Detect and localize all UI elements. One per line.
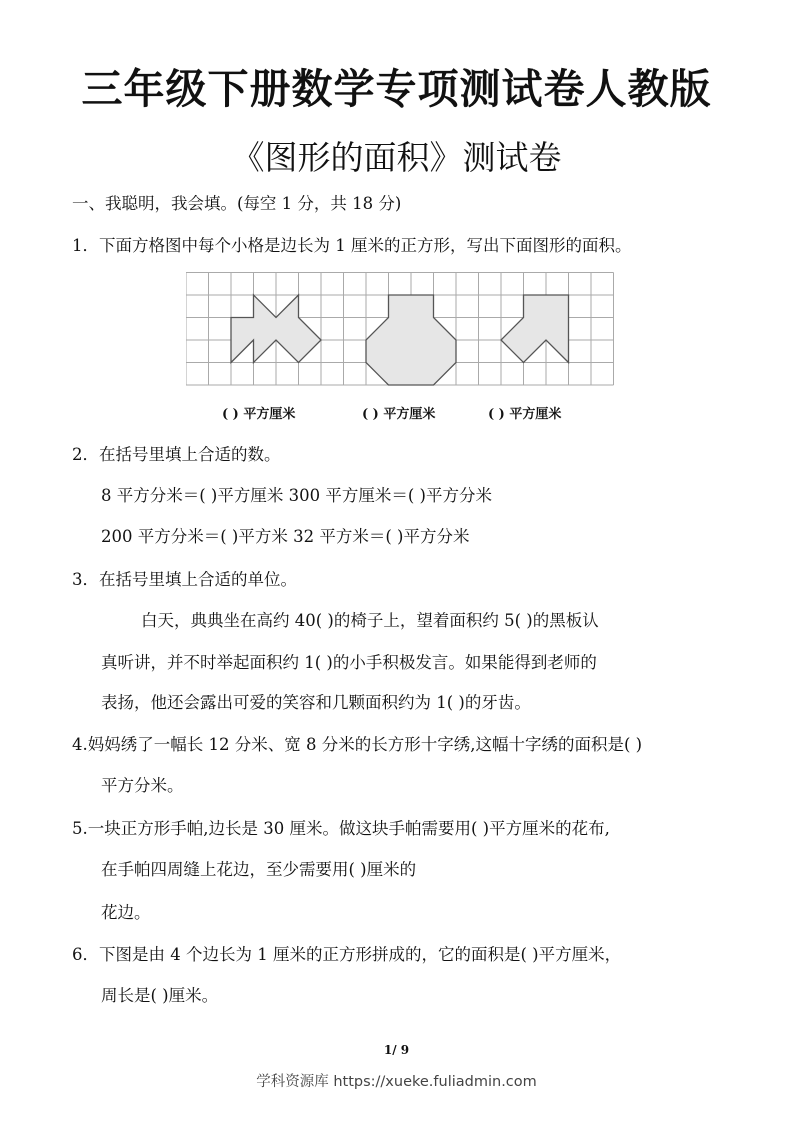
question-3: 3．在括号里填上合适的单位。 (72, 570, 297, 589)
question-3-line-2: 真听讲，并不时举起面积约 1( )的小手积极发言。如果能得到老师的 (101, 653, 597, 672)
question-4-line-1: 4.妈妈绣了一幅长 12 分米、宽 8 分米的长方形十字绣,这幅十字绣的面积是( ) (72, 735, 643, 754)
shape-2 (366, 295, 456, 385)
question-1: 1．下面方格图中每个小格是边长为 1 厘米的正方形，写出下面图形的面积。 (72, 236, 632, 255)
question-3-line-1: 白天，典典坐在高约 40( )的椅子上，望着面积约 5( )的黑板认 (141, 611, 599, 630)
question-2-line-1: 8 平方分米＝( )平方厘米 300 平方厘米＝( )平方分米 (101, 486, 492, 505)
answer-label-2: ( ) 平方厘米 (362, 407, 436, 422)
question-5-line-2: 在手帕四周缝上花边，至少需要用( )厘米的 (101, 860, 417, 879)
shape-3 (501, 295, 569, 363)
question-2: 2．在括号里填上合适的数。 (72, 445, 281, 464)
question-6-line-1: 6．下图是由 4 个边长为 1 厘米的正方形拼成的，它的面积是( )平方厘米， (72, 945, 622, 964)
grid-svg (186, 270, 614, 390)
area-grid-figure (186, 270, 614, 394)
page-title: 三年级下册数学专项测试卷人教版 (81, 65, 712, 113)
question-4-line-2: 平方分米。 (101, 776, 184, 795)
page-number: 1/ 9 (383, 1043, 410, 1057)
question-2-line-2: 200 平方分米＝( )平方米 32 平方米＝( )平方分米 (101, 527, 470, 546)
footer-source: 学科资源库 https://xueke.fuliadmin.com (256, 1074, 537, 1090)
question-5-line-1: 5.一块正方形手帕,边长是 30 厘米。做这块手帕需要用( )平方厘米的花布, (72, 819, 610, 838)
page-subtitle: 《图形的面积》测试卷 (231, 138, 562, 177)
question-6-line-2: 周长是( )厘米。 (101, 986, 219, 1005)
question-3-line-3: 表扬，他还会露出可爱的笑容和几颗面积约为 1( )的牙齿。 (101, 693, 531, 712)
answer-label-1: ( ) 平方厘米 (222, 407, 296, 422)
answer-label-3: ( ) 平方厘米 (488, 407, 562, 422)
section-heading: 一、我聪明，我会填。(每空 1 分，共 18 分) (72, 194, 402, 213)
question-5-line-3: 花边。 (101, 903, 151, 922)
